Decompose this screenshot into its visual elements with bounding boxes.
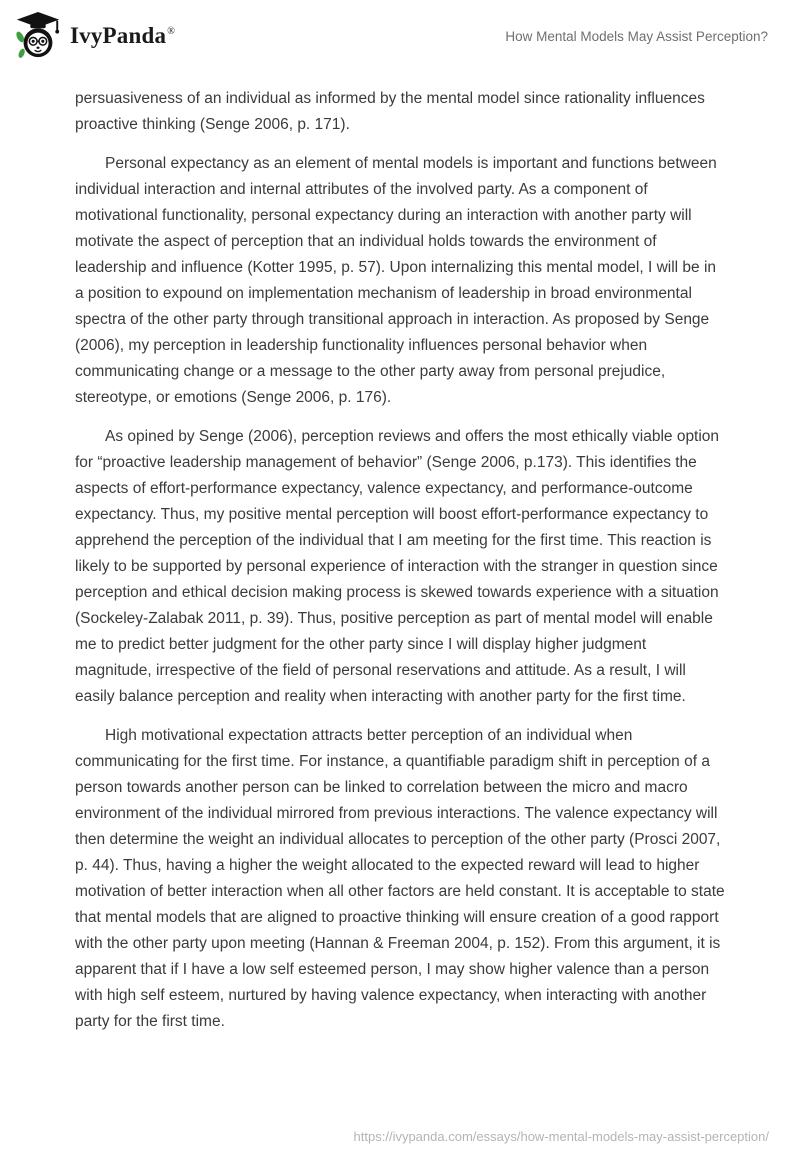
source-url[interactable]: https://ivypanda.com/essays/how-mental-models-may-assist-perception/ xyxy=(353,1129,769,1144)
essay-paragraph-4: High motivational expectation attracts better perception of an individual when communicating for the first time. For instance, a quantifiable paradigm shift in perception of a person towards another person can be linked to correlation between the micro and macro environment of the individual mirrored from previous interactions. The valence expectancy will then determine the weight an individual allocates to perception of the other party (Prosci 2007, p. 44). Thus, having a higher the weight allocated to the expected reward will lead to higher motivation of better interaction when all other factors are held constant. It is acceptable to state that mental models that are aligned to proactive thinking will ensure creation of a good rapport with the other party upon meeting (Hannan & Freeman 2004, p. 152). From this argument, it is apparent that if I have a low self esteemed person, I may show higher valence than a person with high self esteem, nurtured by having valence expectancy, when interacting with another party for the first time. xyxy=(75,727,725,1030)
ivypanda-logo-icon xyxy=(14,11,62,61)
essay-content xyxy=(0,72,800,1035)
essay-paragraph-1: persuasiveness of an individual as informed by the mental model since rationality influences proactive thinking (Senge 2006, p. 171). xyxy=(75,90,705,133)
page-header xyxy=(0,0,800,72)
brand-name xyxy=(70,23,175,49)
essay-paragraph-2: Personal expectancy as an element of mental models is important and functions between individual interaction and internal attributes of the involved party. As a component of motivational functionality, personal expectancy during an interaction with another party will motivate the aspect of perception that an individual holds towards the environment of leadership and influence (Kotter 1995, p. 57). Upon internalizing this mental model, I will be in a position to expound on implementation mechanism of leadership in broad environmental spectra of the other party through transitional approach in interaction. As proposed by Senge (2006), my perception in leadership functionality influences personal behavior when communicating change or a message to the other party away from personal prejudice, stereotype, or emotions (Senge 2006, p. 176). xyxy=(75,155,717,406)
ivypanda-logo[interactable] xyxy=(14,11,175,61)
essay-paragraph-3: As opined by Senge (2006), perception reviews and offers the most ethically viable option for “proactive leadership management of behavior” (Senge 2006, p.173). This identifies the aspects of effort-performance expectancy, valence expectancy, and performance-outcome expectancy. Thus, my positive mental perception will boost effort-performance expectancy to apprehend the perception of the individual that I am meeting for the first time. This reaction is likely to be supported by personal experience of interaction with the stranger in question since perception and ethical decision making process is skewed towards experience with a situation (Sockeley-Zalabak 2011, p. 39). Thus, positive perception as part of mental model will enable me to predict better judgment for the other party since I will display higher judgment magnitude, irrespective of the field of personal reservations and attitude. As a result, I will easily balance perception and reality when interacting with another party for the first time. xyxy=(75,428,720,705)
page-title: How Mental Models May Assist Perception? xyxy=(505,28,768,44)
registered-trademark: ® xyxy=(167,26,175,38)
brand-text: IvyPanda xyxy=(70,23,167,48)
